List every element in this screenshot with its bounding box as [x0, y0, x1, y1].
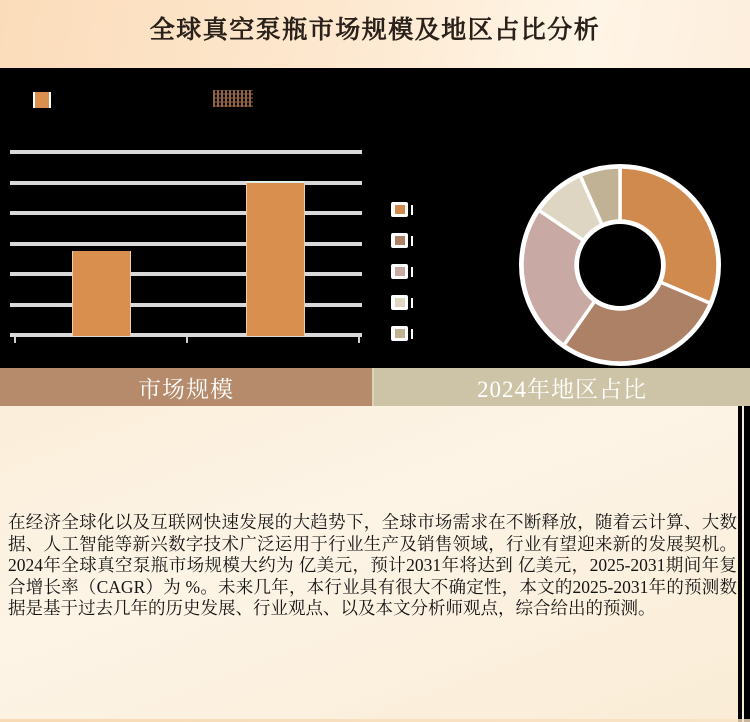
legend-swatch-box — [391, 202, 408, 217]
gridline — [10, 303, 362, 307]
header-band — [0, 0, 750, 68]
legend-label-illegible — [411, 205, 413, 215]
legend-label-illegible — [411, 298, 413, 308]
gridline — [10, 211, 362, 215]
bar-2024 — [72, 251, 131, 336]
gridline — [10, 272, 362, 276]
legend-label-illegible — [411, 236, 413, 246]
legend-swatch-box — [391, 233, 408, 248]
x-axis-tick — [14, 337, 16, 343]
donut-segment-1 — [620, 167, 718, 303]
bar-2031 — [246, 181, 305, 336]
legend-swatch-box — [391, 264, 408, 279]
tab-market-size[interactable]: 市场规模 — [0, 368, 372, 406]
donut-legend-item-4 — [391, 295, 413, 310]
legend-color-swatch — [395, 298, 405, 307]
legend-color-swatch — [395, 267, 405, 276]
legend-color-swatch — [395, 205, 405, 214]
donut-ring-outline — [577, 222, 663, 308]
tab-regional-share[interactable]: 2024年地区占比 — [372, 368, 750, 406]
bar-legend-swatch — [33, 92, 51, 108]
right-border-highlight — [742, 406, 744, 722]
legend-color-swatch — [395, 329, 405, 338]
x-axis-tick — [186, 337, 188, 343]
x-axis-tick — [358, 337, 360, 343]
legend-swatch-box — [391, 295, 408, 310]
donut-legend — [391, 202, 413, 357]
donut-chart — [518, 163, 722, 367]
donut-legend-item-1 — [391, 202, 413, 217]
chart-region — [0, 68, 750, 368]
watermark-scribble — [213, 90, 253, 107]
body-area — [0, 406, 750, 722]
donut-legend-item-5 — [391, 326, 413, 341]
legend-label-illegible — [411, 329, 413, 339]
donut-legend-item-2 — [391, 233, 413, 248]
summary-paragraph: 在经济全球化以及互联网快速发展的大趋势下，全球市场需求在不断释放，随着云计算、大数据、人工智能等新兴数字技术广泛运用于行业生产及销售领域，行业有望迎来新的发展契机。2024年全球真空泵瓶市场规模大约为 亿美元，预计2031年将达到 亿美元，2025-2031期间年复合增长率（CAGR）为 %。未来几年，本行业具有很大不确定性，本文的2025-2031年的预测数据是基于过去几年的历史发展、行业观点、以及本文分析师观点，综合给出的预测。 — [8, 512, 737, 619]
gridline — [10, 181, 362, 185]
legend-swatch-box — [391, 326, 408, 341]
gridline — [10, 242, 362, 246]
page-title: 全球真空泵瓶市场规模及地区占比分析 — [149, 17, 601, 44]
legend-label-illegible — [411, 267, 413, 277]
right-border — [738, 406, 750, 722]
donut-legend-item-3 — [391, 264, 413, 279]
legend-color-swatch — [395, 236, 405, 245]
tab-band — [0, 368, 750, 406]
gridline — [10, 150, 362, 154]
